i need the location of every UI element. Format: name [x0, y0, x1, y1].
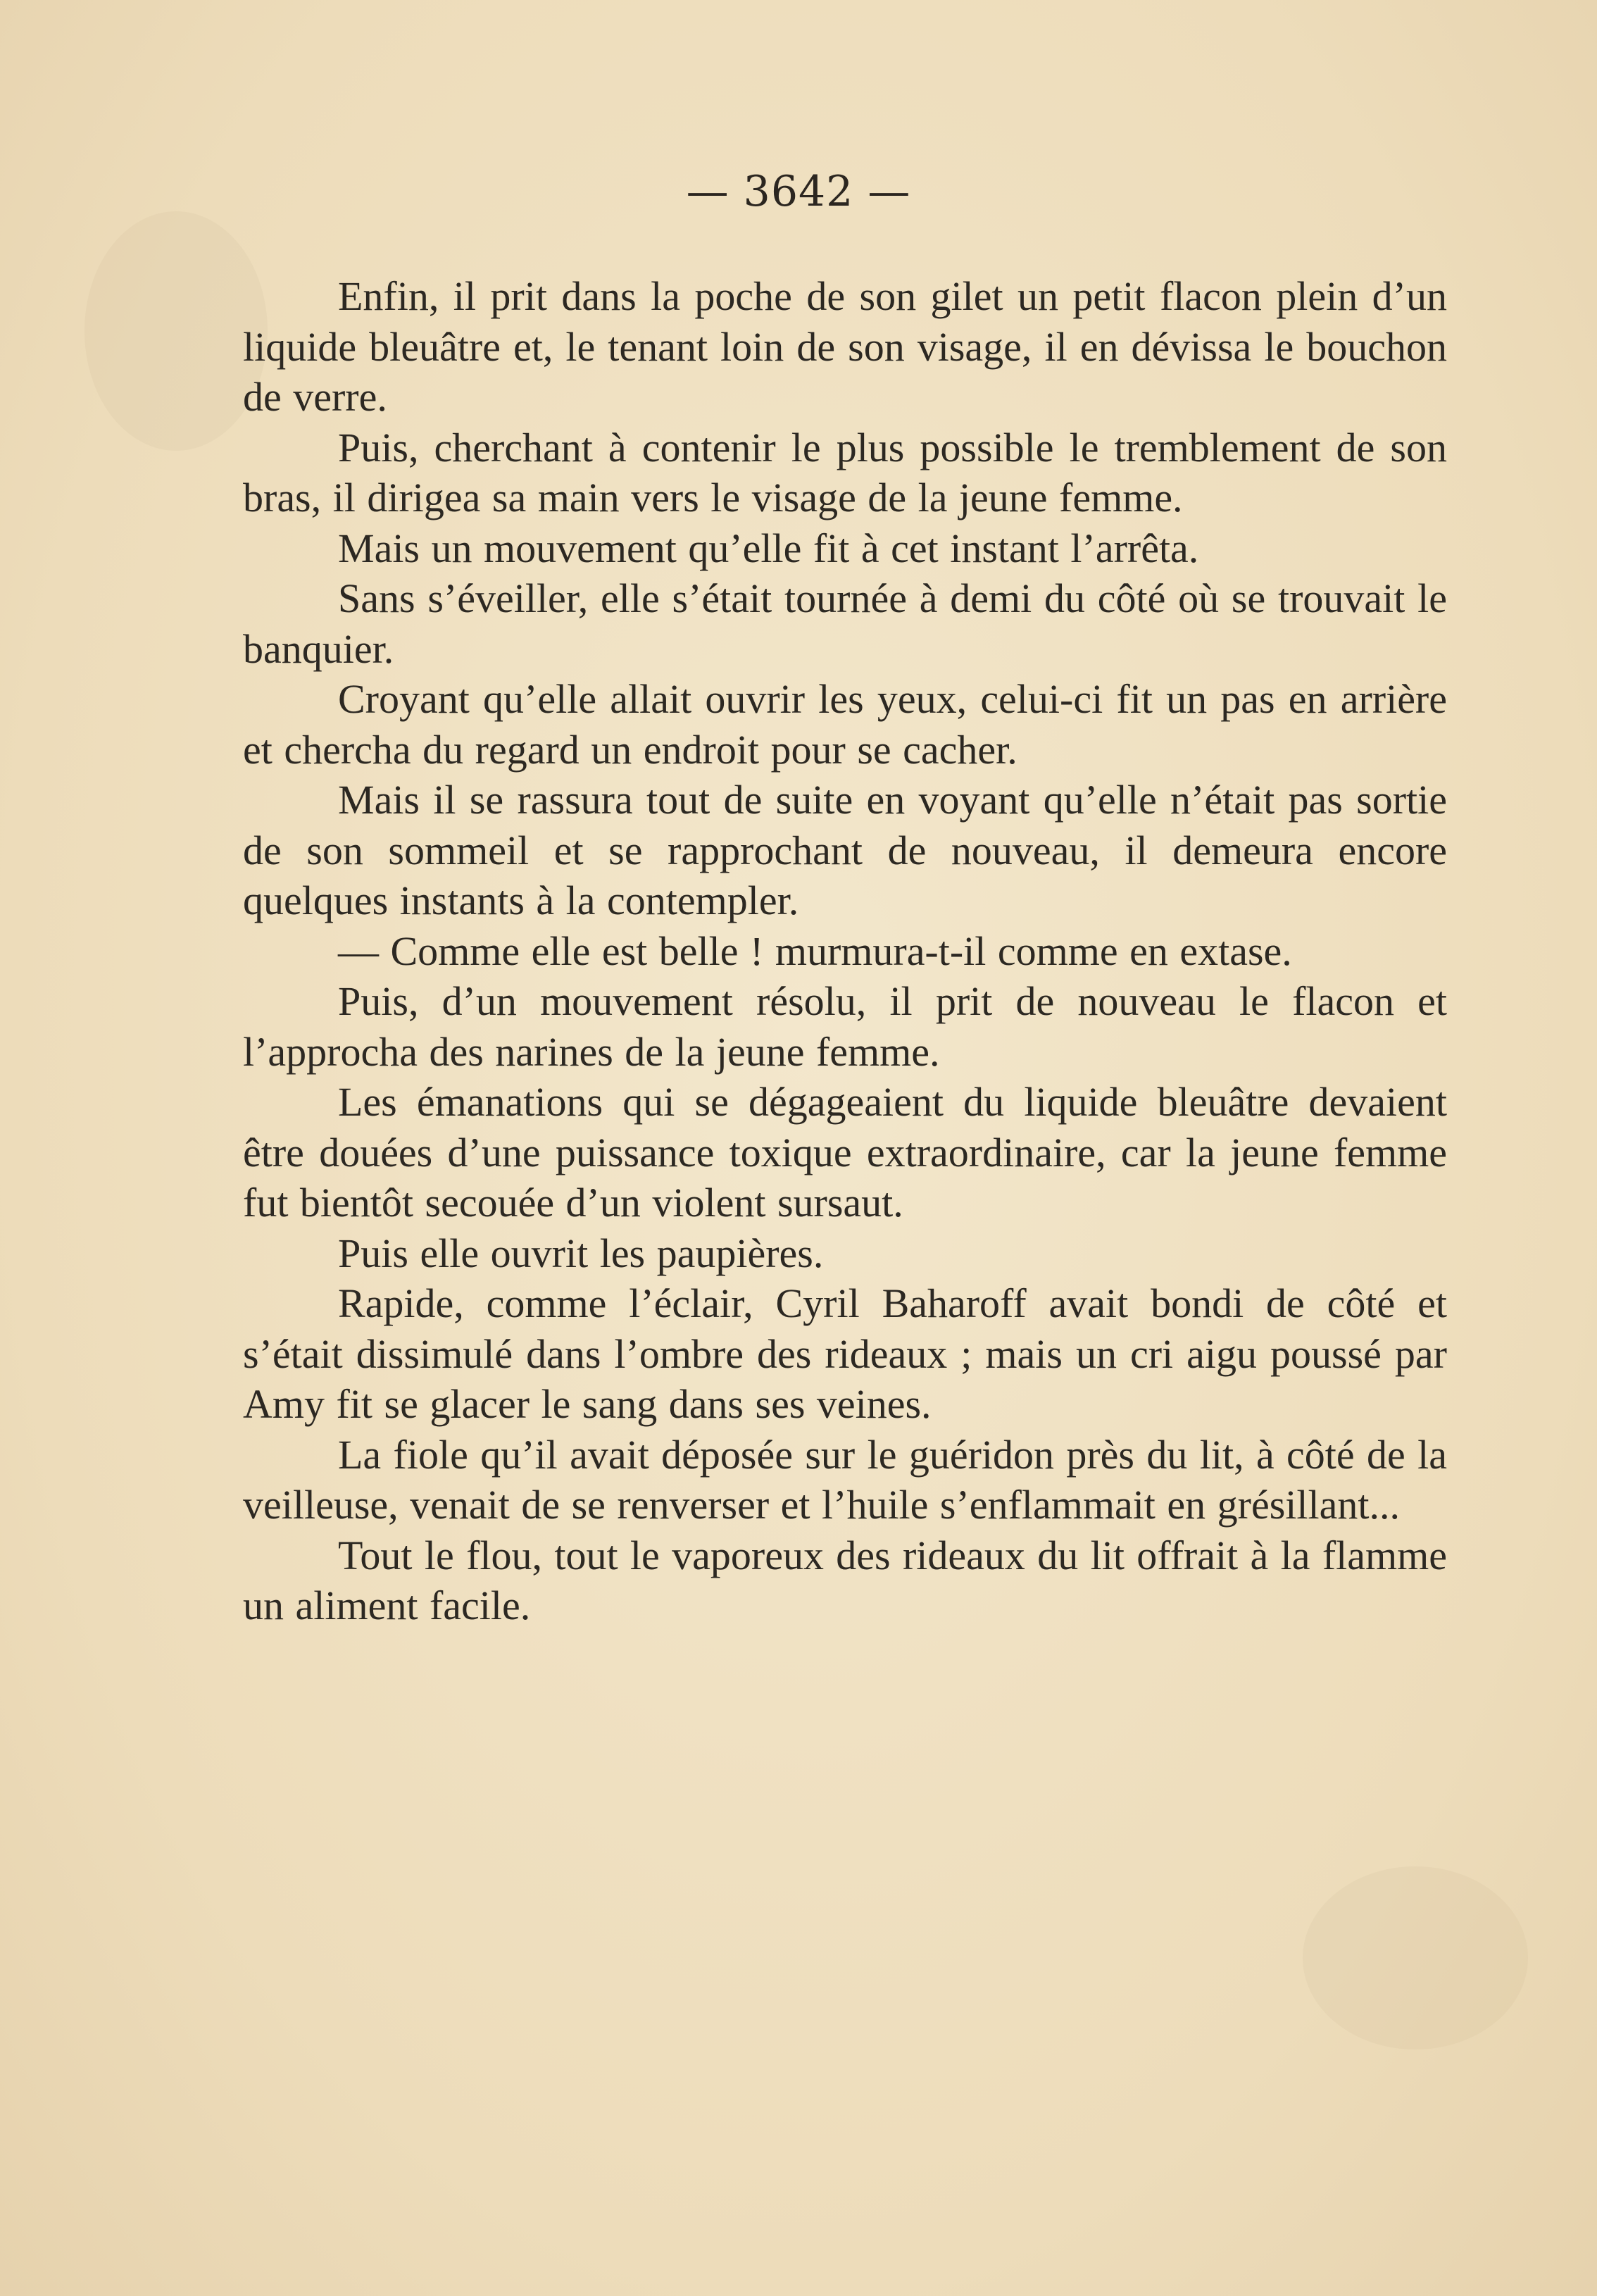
paper-stain	[84, 211, 268, 451]
paragraph: Puis elle ouvrit les paupières.	[338, 1230, 824, 1276]
paragraph: La fiole qu’il avait déposée sur le guéridon près du lit, à côté de la veilleuse, venait de se renverser et l’huile s’enflammait en grésillant...	[243, 1431, 1447, 1528]
paragraph: — Comme elle est belle ! murmura-t-il comme en extase.	[338, 928, 1292, 974]
paragraph: Tout le flou, tout le vaporeux des rideaux du lit offrait à la flamme un aliment facile.	[243, 1532, 1447, 1628]
paragraph: Rapide, comme l’éclair, Cyril Baharoff avait bondi de côté et s’était dissimulé dans l’ombre des rideaux ; mais un cri aigu poussé par Amy fit se glacer le sang dans ses veines.	[243, 1280, 1447, 1427]
body-text	[243, 271, 1447, 1631]
paragraph: Puis, d’un mouvement résolu, il prit de nouveau le flacon et l’approcha des narines de la jeune femme.	[243, 978, 1447, 1075]
paragraph: Les émanations qui se dégageaient du liquide bleuâtre devaient être douées d’une puissance toxique extraordinaire, car la jeune femme fut bientôt secouée d’un violent sursaut.	[243, 1079, 1447, 1225]
paper-stain	[1303, 1866, 1528, 2049]
paragraph: Croyant qu’elle allait ouvrir les yeux, celui-ci fit un pas en arrière et chercha du regard un endroit pour se cacher.	[243, 676, 1447, 773]
paragraph: Puis, cherchant à contenir le plus possible le tremblement de son bras, il dirigea sa main vers le visage de la jeune femme.	[243, 424, 1447, 520]
paragraph: Sans s’éveiller, elle s’était tournée à demi du côté où se trouvait le banquier.	[243, 575, 1447, 672]
page-number: — 3642 —	[686, 167, 911, 216]
paragraph: Mais il se rassura tout de suite en voyant qu’elle n’était pas sortie de son sommeil et se rapprochant de nouveau, il demeura encore quelques instants à la contempler.	[243, 777, 1447, 923]
paragraph: Mais un mouvement qu’elle fit à cet instant l’arrêta.	[338, 525, 1199, 571]
paragraph: Enfin, il prit dans la poche de son gilet un petit flacon plein d’un liquide bleuâtre et, le tenant loin de son visage, il en dévissa le bouchon de verre.	[243, 273, 1447, 420]
